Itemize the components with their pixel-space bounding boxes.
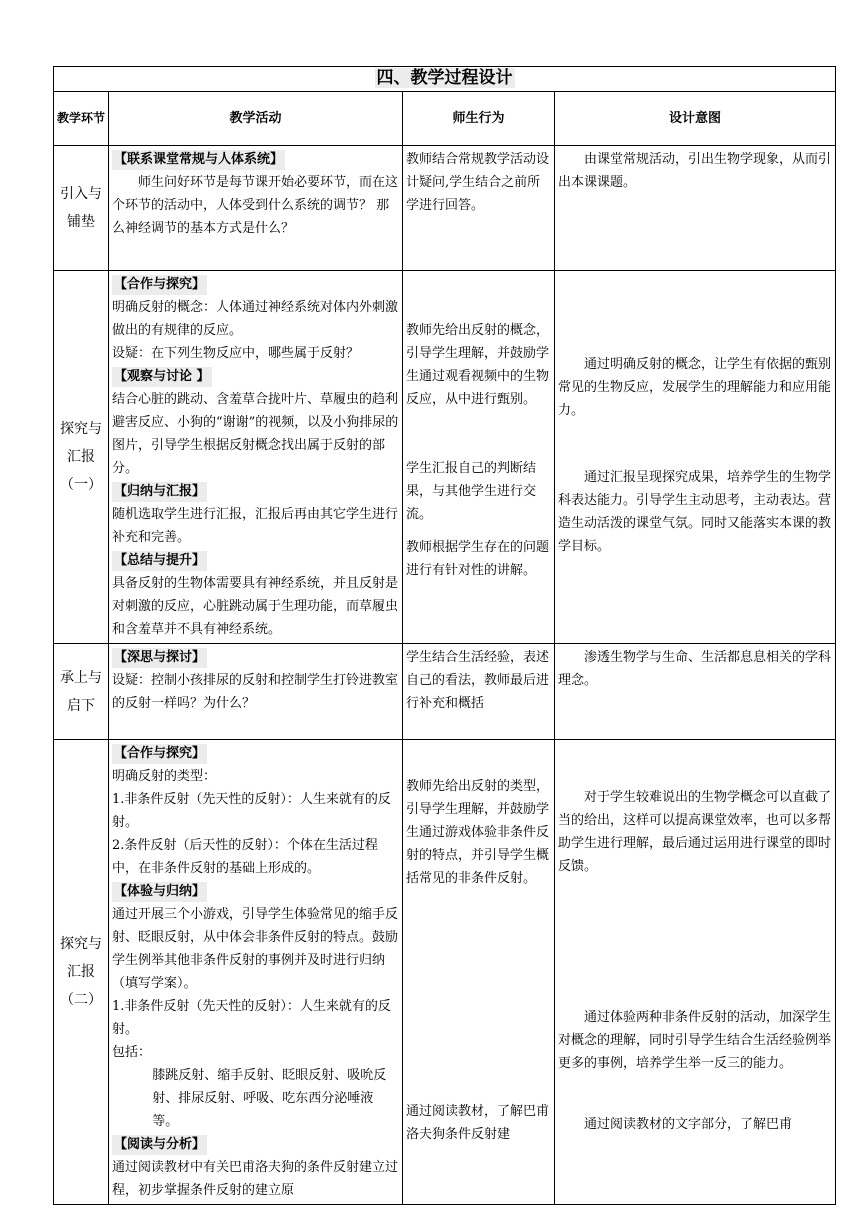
paragraph: 学生结合生活经验，表述自己的看法，教师最后进行补充和概括 [406,650,550,711]
paragraph: 通过明确反射的概念，让学生有依据的甄别常见的生物反应，发展学生的理解能力和应用能力。 [558,357,832,418]
intent-cell [555,740,836,1205]
header-stage: 教学环节 [54,92,109,146]
paragraph: 通过汇报呈现探究成果，培养学生的生物学科表达能力。引导学生主动思考，主动表达。营造生动活泼的课堂气氛。同时又能落实本课的教学目标。 [558,470,832,554]
header-intent: 设计意图 [555,92,836,146]
lesson-process-table [53,66,836,1205]
paragraph: 2.条件反射（后天性的反射）：个体在生活过程中，在非条件反射的基础上形成的。 [112,838,378,876]
table-row [54,644,836,740]
section-tag: 【阅读与分析】 [112,1135,207,1155]
paragraph: 1.非条件反射（先天性的反射）：人生来就有的反射。 [112,792,391,830]
stage-cell: 承上与启下 [54,644,109,740]
paragraph: 教师先给出反射的概念，引导学生理解，并鼓励学生通过观看视频中的生物反应，从中进行甄别。 [406,323,550,407]
paragraph: 师生问好环节是每节课开始必要环节，而在这个环节的活动中，人体受到什么系统的调节？ 那么神经调节的基本方式是什么？ [112,175,399,236]
intent-cell [555,146,836,271]
stage-cell: 探究与汇报（二） [54,740,109,1205]
paragraph: 具备反射的生物体需要具有神经系统，并且反射是对刺激的反应，心脏跳动属于生理功能，而草履虫和含羞草并不具有神经系统。 [112,576,399,637]
paragraph: 设疑：控制小孩排尿的反射和控制学生打铃进教室的反射一样吗？为什么？ [112,673,399,711]
intent-cell [555,644,836,740]
paragraph: 对于学生较难说出的生物学概念可以直截了当的给出，这样可以提高课堂效率，也可以多帮助学生进行理解，最后通过运用进行课堂的即时反馈。 [558,790,832,874]
table-row [54,740,836,1205]
stage-cell: 探究与汇报（一） [54,271,109,644]
section-tag: 【总结与提升】 [112,551,207,571]
paragraph: 设疑：在下列生物反应中，哪些属于反射？ [112,346,360,361]
paragraph: 通过阅读教材中有关巴甫洛夫狗的条件反射建立过程，初步掌握条件反射的建立原 [112,1160,399,1198]
behavior-cell [403,271,555,644]
section-tag: 【观察与讨论 】 [112,367,212,387]
activity-cell [109,271,403,644]
stage-cell: 引入与铺垫 [54,146,109,271]
paragraph: 通过阅读教材，了解巴甫洛夫狗条件反射建 [406,1104,550,1142]
section-tag: 【合作与探究】 [112,744,207,764]
header-behavior: 师生行为 [403,92,555,146]
paragraph: 通过开展三个小游戏，引导学生体验常见的缩手反射、眨眼反射，从中体会非条件反射的特点。鼓励学生例举其他非条件反射的事例并及时进行归纳（填写学案）。 [112,907,399,991]
paragraph: 结合心脏的跳动、含羞草合拢叶片、草履虫的趋利避害反应、小狗的“谢谢”的视频，以及小狗排尿的图片，引导学生根据反射概念找出属于反射的部分。 [112,392,399,476]
section-tag: 【深思与探讨】 [112,648,207,668]
section-tag: 【体验与归纳】 [112,882,207,902]
activity-cell [109,644,403,740]
table-title-cell [54,67,836,92]
intent-cell [555,271,836,644]
paragraph: 明确反射的概念：人体通过神经系统对体内外刺激做出的有规律的反应。 [112,300,399,338]
section-tag: 【联系课堂常规与人体系统】 [112,150,285,170]
paragraph: 1.非条件反射（先天性的反射）：人生来就有的反射。 [112,999,391,1037]
paragraph: 随机选取学生进行汇报，汇报后再由其它学生进行补充和完善。 [112,507,399,545]
paragraph: 包括： [112,1045,152,1060]
header-activity: 教学活动 [109,92,403,146]
activity-cell [109,146,403,271]
paragraph: 教师先给出反射的类型，引导学生理解，并鼓励学生通过游戏体验非条件反射的特点，并引导学生概括常见的非条件反射。 [406,779,550,886]
table-row [54,271,836,644]
paragraph: 教师根据学生存在的问题进行有针对性的讲解。 [406,540,550,578]
paragraph: 膝跳反射、缩手反射、眨眼反射、吸吮反射、排尿反射、呼吸、吃东西分泌唾液等。 [152,1068,387,1129]
behavior-cell [403,146,555,271]
table-title: 四、教学过程设计 [376,68,513,88]
section-tag: 【归纳与汇报】 [112,482,207,502]
paragraph: 由课堂常规活动，引出生物学现象，从而引出本课课题。 [558,152,832,190]
activity-cell [109,740,403,1205]
paragraph: 明确反射的类型： [112,769,217,784]
behavior-cell [403,644,555,740]
table-row [54,146,836,271]
paragraph: 通过阅读教材的文字部分，了解巴甫 [584,1117,793,1132]
paragraph: 渗透生物学与生命、生活都息息相关的学科理念。 [558,650,832,688]
paragraph: 教师结合常规教学活动设计疑问,学生结合之前所学进行回答。 [406,152,550,213]
behavior-cell [403,740,555,1205]
paragraph: 通过体验两种非条件反射的活动，加深学生对概念的理解，同时引导学生结合生活经验例举更多的事例，培养学生举一反三的能力。 [558,1010,832,1071]
paragraph: 学生汇报自己的判断结果，与其他学生进行交流。 [406,461,537,522]
section-tag: 【合作与探究】 [112,275,207,295]
